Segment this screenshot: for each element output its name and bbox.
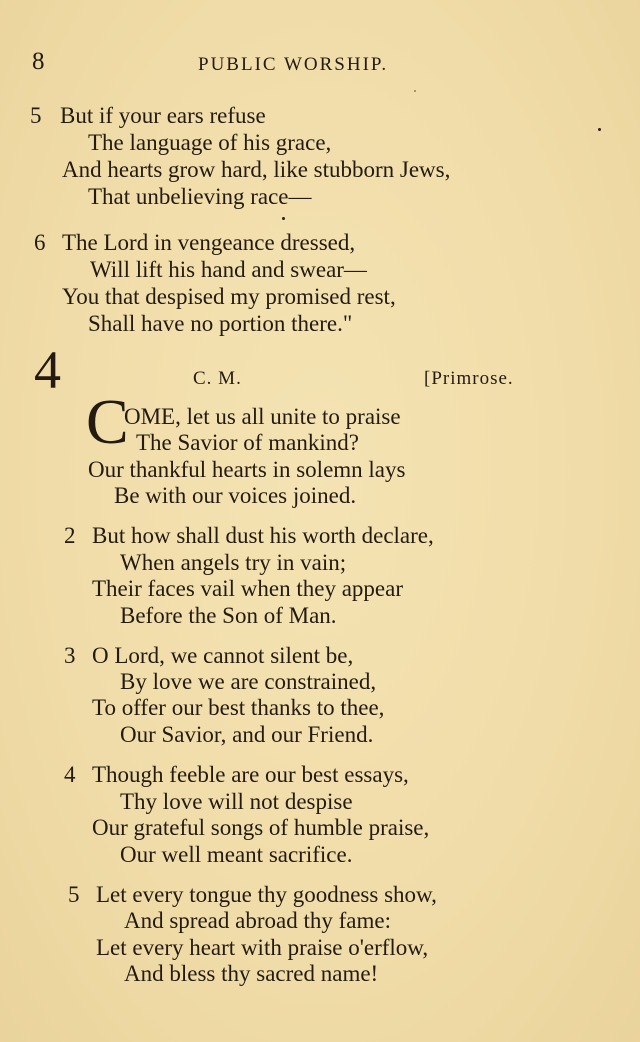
verse-line: Though feeble are our best essays,: [92, 762, 409, 787]
verse-line: And hearts grow hard, like stubborn Jews,: [62, 157, 451, 182]
stanza-number: 2: [64, 523, 76, 548]
drop-cap: C: [86, 386, 129, 457]
verse-line: When angels try in vain;: [120, 550, 347, 575]
verse-line: OME, let us all unite to praise: [124, 404, 401, 429]
print-speck: [414, 90, 416, 92]
verse-line: That unbelieving race—: [88, 184, 312, 209]
verse-line: The Lord in vengeance dressed,: [62, 230, 356, 255]
verse-line: And bless thy sacred name!: [124, 961, 379, 986]
verse-line: You that despised my promised rest,: [62, 284, 396, 309]
verse-line: Our well meant sacrifice.: [120, 842, 353, 867]
stanza-number: 5: [30, 103, 42, 128]
verse-line: Thy love will not despise: [120, 789, 353, 814]
page-header: [0, 48, 640, 78]
verse-line: Before the Son of Man.: [120, 603, 337, 628]
stanza-number: 6: [34, 230, 46, 255]
stanza-number: 3: [64, 643, 76, 668]
stanza-number: 5: [68, 882, 80, 907]
verse-line: Their faces vail when they appear: [92, 576, 403, 601]
stanza-number: 4: [64, 762, 76, 787]
print-speck: [598, 128, 601, 131]
print-speck: [282, 217, 285, 220]
verse-line: To offer our best thanks to thee,: [92, 695, 385, 720]
hymn-number: 4: [34, 340, 61, 400]
verse-line: Shall have no portion there.": [88, 311, 353, 336]
verse-line: But how shall dust his worth declare,: [92, 523, 434, 548]
verse-line: But if your ears refuse: [60, 103, 266, 128]
verse-line: Let every heart with praise o'erflow,: [96, 935, 429, 960]
verse-line: Our Savior, and our Friend.: [120, 722, 374, 747]
verse-line: Our thankful hearts in solemn lays: [88, 457, 406, 482]
verse-line: By love we are constrained,: [120, 669, 377, 694]
verse-line: The language of his grace,: [88, 130, 332, 155]
verse-line: Will lift his hand and swear—: [90, 257, 367, 282]
page-number: 8: [32, 48, 45, 75]
verse-line: Let every tongue thy goodness show,: [96, 882, 437, 907]
running-head: PUBLIC WORSHIP.: [198, 54, 389, 75]
hymn-meter: C. M.: [193, 368, 242, 389]
verse-line: Our grateful songs of humble praise,: [92, 815, 430, 840]
verse-line: The Savior of mankind?: [136, 430, 359, 455]
verse-line: O Lord, we cannot silent be,: [92, 643, 354, 668]
tune-name: [Primrose.: [424, 368, 514, 389]
verse-line: Be with our voices joined.: [114, 483, 357, 508]
verse-line: And spread abroad thy fame:: [124, 908, 391, 933]
